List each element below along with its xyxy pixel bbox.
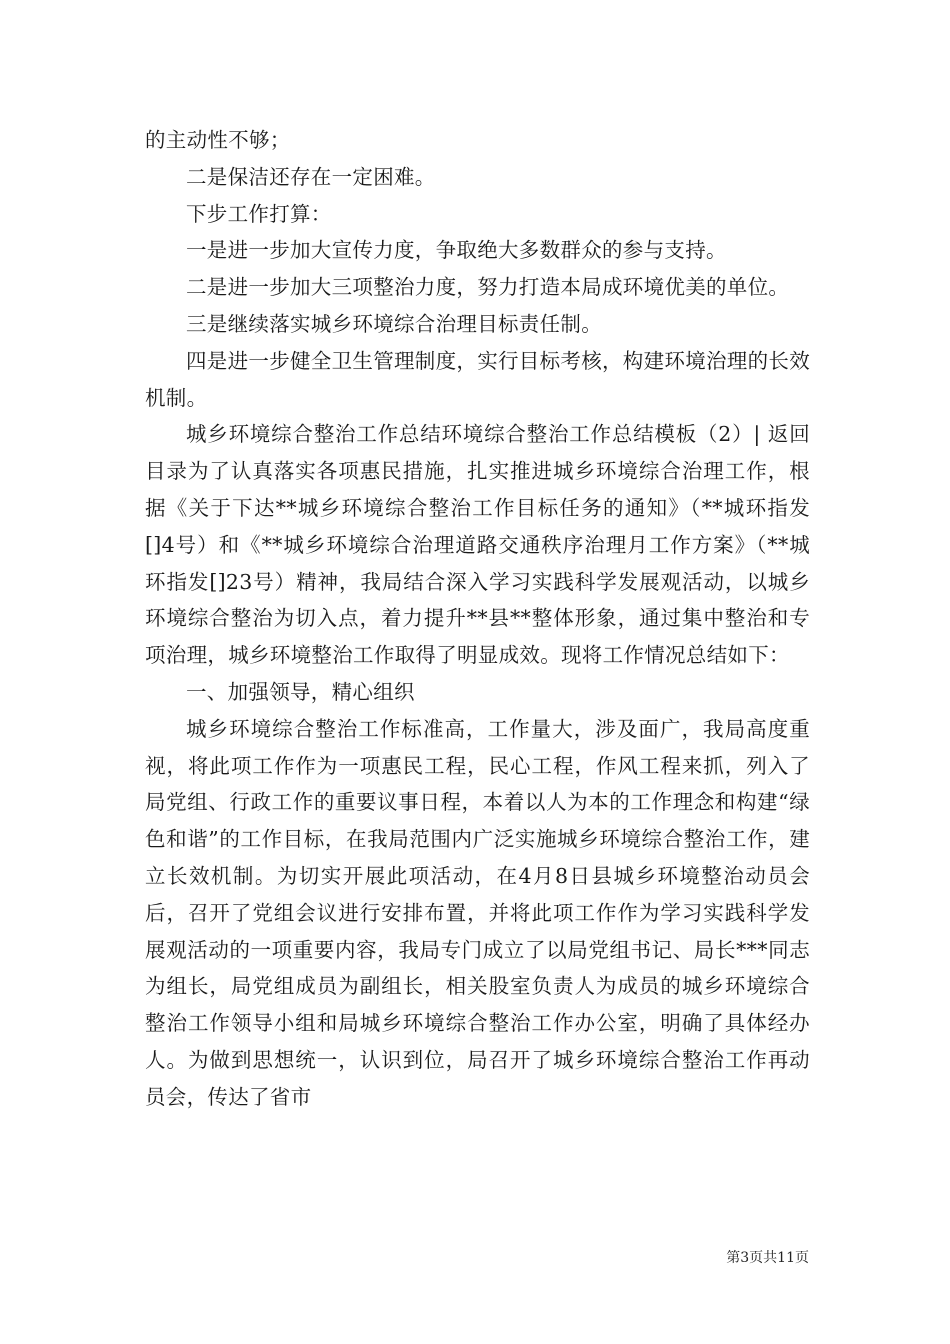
- paragraph: 城乡环境综合整治工作总结环境综合整治工作总结模板（2）| 返回目录为了认真落实各项惠民措施，扎实推进城乡环境综合治理工作，根据《关于下达**城乡环境综合整治工作目标任务的通知》（**城环指发[]4号）和《**城乡环境综合治理道路交通秩序治理月工作方案》（**城环指发[]23号）精神，我局结合深入学习实践科学发展观活动，以城乡环境综合整治为切入点，着力提升**县**整体形象，通过集中整治和专项治理，城乡环境整治工作取得了明显成效。现将工作情况总结如下：: [145, 422, 810, 668]
- section-heading: 一、加强领导，精心组织: [186, 679, 415, 704]
- paragraph: 四是进一步健全卫生管理制度，实行目标考核，构建环境治理的长效机制。: [145, 348, 810, 410]
- section-heading: 下步工作打算：: [186, 201, 332, 226]
- page-number: 第3页共11页: [726, 1250, 809, 1266]
- paragraph: 二是保洁还存在一定困难。: [186, 164, 436, 189]
- paragraph: 城乡环境综合整治工作标准高，工作量大，涉及面广，我局高度重视，将此项工作作为一项惠民工程，民心工程，作风工程来抓，列入了局党组、行政工作的重要议事日程，本着以人为本的工作理念和构建“绿色和谐”的工作目标，在我局范围内广泛实施城乡环境综合整治工作，建立长效机制。为切实开展此项活动，在4月8日县城乡环境整治动员会后，召开了党组会议进行安排布置，并将此项工作作为学习实践科学发展观活动的一项重要内容，我局专门成立了以局党组书记、局长***同志为组长，局党组成员为副组长，相关股室负责人为成员的城乡环境综合整治工作领导小组和局城乡环境综合整治工作办公室，明确了具体经办人。为做到思想统一，认识到位，局召开了城乡环境综合整治工作再动员会，传达了省市: [145, 716, 810, 1109]
- document-body: [145, 122, 810, 1116]
- paragraph: 三是继续落实城乡环境综合治理目标责任制。: [186, 311, 602, 336]
- paragraph: 的主动性不够；: [145, 128, 291, 152]
- paragraph: 二是进一步加大三项整治力度，努力打造本局成环境优美的单位。: [186, 275, 790, 300]
- paragraph: 一是进一步加大宣传力度，争取绝大多数群众的参与支持。: [186, 238, 727, 263]
